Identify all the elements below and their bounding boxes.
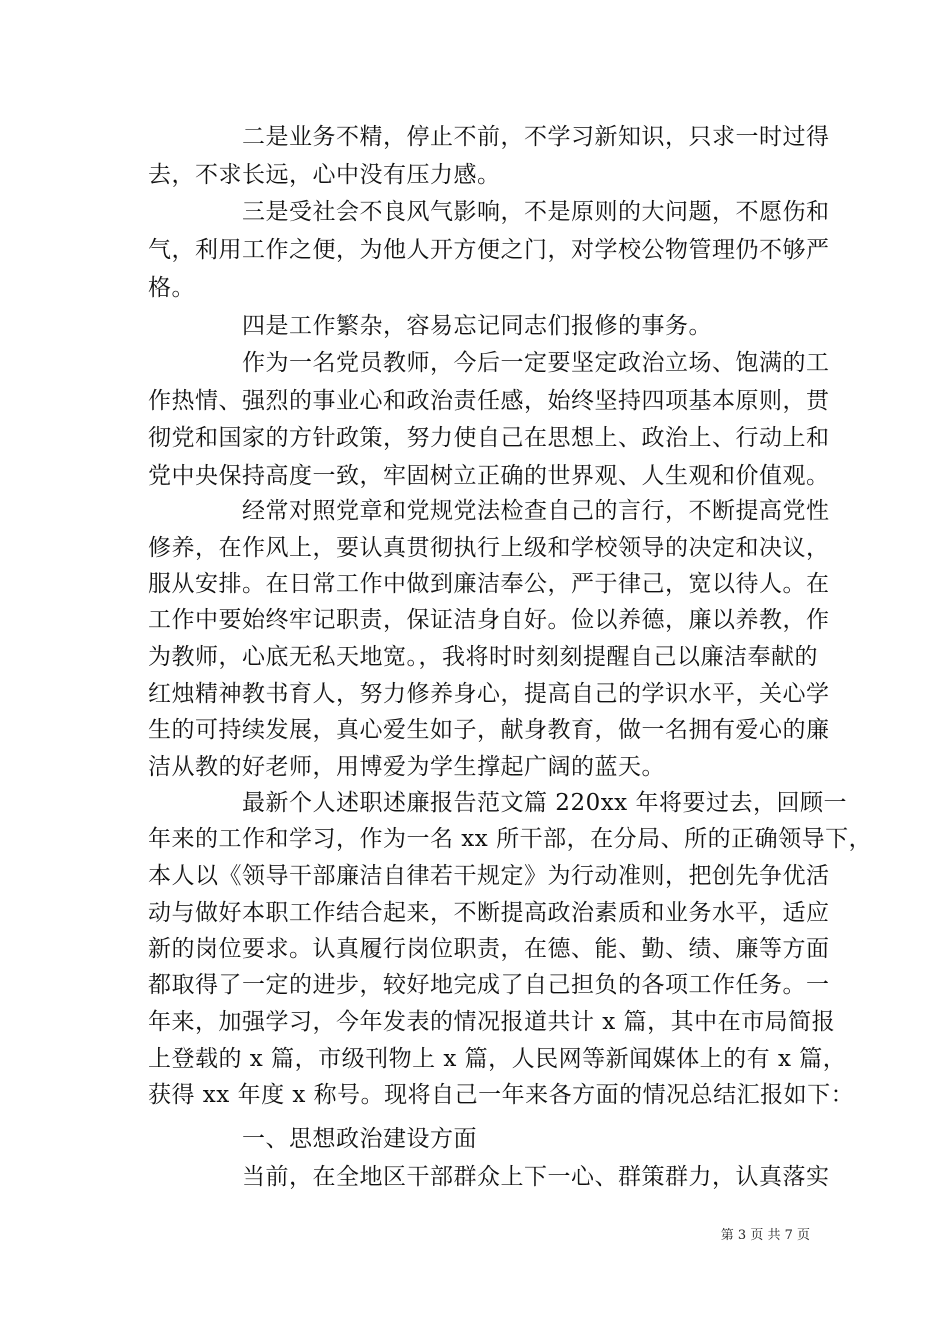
text-line: 服从安排。在日常工作中做到廉洁奉公，严于律己，宽以待人。在: [148, 571, 830, 597]
text-line: 年来的工作和学习，作为一名 xx 所干部，在分局、所的正确领导下，: [148, 826, 873, 852]
text-line: 都取得了一定的进步，较好地完成了自己担负的各项工作任务。一: [148, 972, 830, 998]
text-line: 本人以《领导干部廉洁自律若干规定》为行动准则，把创先争优活: [148, 863, 830, 889]
text-line: 彻党和国家的方针政策，努力使自己在思想上、政治上、行动上和: [148, 425, 830, 451]
text-line: 二是业务不精，停止不前，不学习新知识，只求一时过得: [148, 124, 830, 150]
text-line: 为教师，心底无私天地宽。，我将时时刻刻提醒自己以廉洁奉献的: [148, 644, 818, 670]
text-line: 作为一名党员教师，今后一定要坚定政治立场、饱满的工: [148, 350, 830, 376]
text-line: 最新个人述职述廉报告范文篇 220xx 年将要过去，回顾一: [148, 790, 847, 816]
text-line: 作热情、强烈的事业心和政治责任感，始终坚持四项基本原则，贯: [148, 388, 830, 414]
text-line: 经常对照党章和党规党法检查自己的言行，不断提高党性: [148, 498, 830, 524]
text-line: 工作中要始终牢记职责，保证洁身自好。俭以养德，廉以养教，作: [148, 607, 830, 633]
text-line: 获得 xx 年度 x 称号。现将自己一年来各方面的情况总结汇报如下：: [148, 1082, 855, 1108]
text-line: 当前，在全地区干部群众上下一心、群策群力，认真落实: [148, 1164, 830, 1190]
text-line: 格。: [148, 275, 195, 301]
text-line: 动与做好本职工作结合起来，不断提高政治素质和业务水平，适应: [148, 900, 830, 926]
text-line: 新的岗位要求。认真履行岗位职责，在德、能、勤、绩、廉等方面: [148, 936, 830, 962]
text-line: 年来，加强学习，今年发表的情况报道共计 x 篇，其中在市局简报: [148, 1009, 836, 1035]
text-line: 党中央保持高度一致，牢固树立正确的世界观、人生观和价值观。: [148, 463, 830, 489]
page-number-footer: 第 3 页 共 7 页: [720, 1228, 810, 1243]
text-line: 修养，在作风上，要认真贯彻执行上级和学校领导的决定和决议，: [148, 535, 830, 561]
text-line: 去，不求长远，心中没有压力感。: [148, 162, 501, 188]
section-heading: 一、思想政治建设方面: [148, 1126, 477, 1152]
text-line: 生的可持续发展，真心爱生如子，献身教育，做一名拥有爱心的廉: [148, 717, 830, 743]
text-line: 四是工作繁杂，容易忘记同志们报修的事务。: [148, 313, 712, 339]
text-line: 红烛精神教书育人，努力修养身心，提高自己的学识水平，关心学: [148, 681, 830, 707]
text-line: 洁从教的好老师，用博爱为学生撑起广阔的蓝天。: [148, 754, 665, 780]
text-line: 气，利用工作之便，为他人开方便之门，对学校公物管理仍不够严: [148, 237, 830, 263]
text-line: 三是受社会不良风气影响，不是原则的大问题，不愿伤和: [148, 199, 830, 225]
text-line: 上登载的 x 篇，市级刊物上 x 篇，人民网等新闻媒体上的有 x 篇，: [148, 1046, 847, 1072]
